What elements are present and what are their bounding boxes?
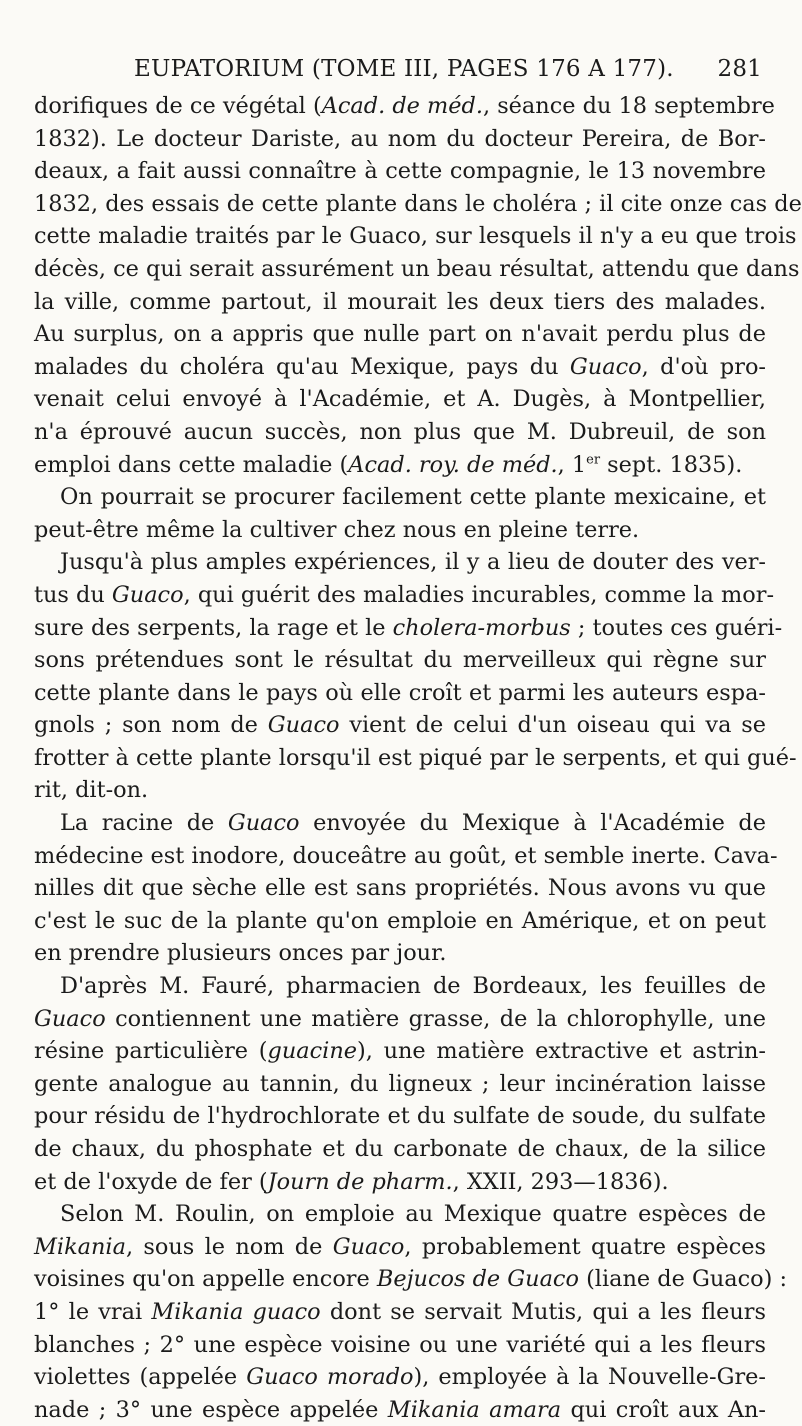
text-line (34, 514, 766, 547)
text-span: sure des serpents, la rage et le (34, 614, 393, 641)
text-span: , XXII, 293—1836). (452, 1168, 669, 1195)
text-span: Jusqu'à plus amples expériences, il y a lieu de douter des ver- (60, 549, 766, 576)
text-line (34, 612, 783, 645)
text-span: , 1 (557, 451, 587, 478)
text-span: violettes (appelée (34, 1364, 247, 1391)
page-header (34, 46, 766, 90)
text-line (34, 155, 766, 188)
running-title: EUPATORIUM (TOME III, PAGES 176 A 177). (134, 56, 674, 82)
text-line (34, 546, 766, 579)
text-span: , qui guérit des maladies incurables, comme la mor- (183, 581, 775, 608)
italic-text: Journ de pharm. (267, 1168, 453, 1195)
italic-text: Bejucos de Guaco (376, 1266, 579, 1293)
italic-text: Guaco (34, 1005, 106, 1032)
text-span: peut-être même la cultiver chez nous en pleine terre. (34, 516, 640, 543)
text-line (34, 220, 797, 253)
text-span: dorifiques de ce végétal ( (34, 93, 322, 119)
text-span: et de l'oxyde de fer ( (34, 1168, 268, 1195)
text-span: ; toutes ces guéri- (570, 614, 783, 641)
text-span: (liane de Guaco) : (578, 1266, 788, 1293)
text-line (34, 1166, 766, 1199)
text-span: envoyée du Mexique à l'Académie de (299, 810, 766, 837)
italic-text: guacine (267, 1038, 357, 1065)
text-span: décès, ce qui serait assurément un beau résultat, attendu que dans (34, 255, 800, 282)
text-span: venait celui envoyé à l'Académie, et A. Dugès, à Montpellier, (34, 386, 766, 413)
text-span: 1° le vrai (34, 1298, 152, 1325)
text-span: 1832). Le docteur Dariste, au nom du docteur Pereira, de Bor- (34, 125, 766, 152)
text-span: deaux, a fait aussi connaître à cette compagnie, le 13 novembre (34, 158, 766, 185)
italic-text: Guaco (267, 712, 340, 739)
text-span: Selon M. Roulin, on emploie au Mexique quatre espèces de (60, 1201, 766, 1228)
text-line (34, 709, 766, 742)
text-span: de chaux, du phosphate et du carbonate de chaux, de la silice (34, 1136, 766, 1162)
text-line (34, 1133, 766, 1166)
italic-text: Guaco morado (246, 1364, 414, 1391)
text-line (34, 1068, 766, 1101)
text-span: malades du choléra qu'au Mexique, pays du (34, 353, 570, 380)
text-line (34, 449, 766, 482)
text-line (34, 123, 766, 156)
italic-text: Guaco (227, 810, 300, 837)
text-span: La racine de (60, 810, 228, 837)
text-span: dont se servait Mutis, qui a les fleurs (320, 1298, 766, 1325)
italic-text: Guaco (111, 581, 184, 608)
text-line (34, 1198, 766, 1231)
text-line (34, 286, 766, 319)
text-span: c'est le suc de la plante qu'on emploie en Amérique, et on peut (34, 907, 766, 934)
italic-text: Guaco (332, 1233, 405, 1260)
text-line (34, 644, 766, 677)
text-line (34, 253, 800, 286)
text-span: vient de celui d'un oiseau qui va se (339, 712, 767, 739)
text-line (34, 318, 766, 351)
text-span: résine particulière ( (34, 1038, 268, 1065)
text-span: qui croît aux An- (561, 1396, 766, 1423)
text-span: gente analogue au tannin, du ligneux ; leur incinération laisse (34, 1070, 766, 1097)
text-line (34, 1003, 766, 1036)
text-line (34, 90, 775, 123)
text-span: nade ; 3° une espèce appelée (34, 1396, 388, 1423)
text-line (34, 1394, 766, 1426)
text-span: , probablement quatre espèces (404, 1233, 766, 1260)
text-span: voisines qu'on appelle encore (34, 1266, 377, 1293)
text-span: contiennent une matière grasse, de la chlorophylle, une (105, 1005, 766, 1032)
text-span: nilles dit que sèche elle est sans propriétés. Nous avons vu que (34, 875, 766, 902)
text-line (34, 579, 775, 612)
italic-text: Mikania (34, 1233, 126, 1260)
italic-text: Acad. de méd. (321, 93, 483, 119)
text-span: 1832, des essais de cette plante dans le choléra ; il cite onze cas de (34, 190, 802, 217)
text-span: sept. 1835). (600, 451, 743, 478)
text-line (34, 1329, 766, 1362)
italic-text: cholera-morbus (392, 614, 571, 641)
text-line (34, 1296, 766, 1329)
superscript-text: er (586, 452, 601, 468)
text-line (34, 481, 766, 514)
text-line (34, 905, 766, 938)
text-span: ), une matière extractive et astrin- (357, 1038, 766, 1065)
text-span: ), employée à la Nouvelle-Gre- (413, 1364, 766, 1391)
text-line (34, 937, 766, 970)
text-line (34, 1231, 766, 1264)
text-span: D'après M. Fauré, pharmacien de Bordeaux, les feuilles de (60, 973, 766, 1000)
text-line (34, 351, 766, 384)
text-span: frotter à cette plante lorsqu'il est piqué par le serpents, et qui gué- (34, 744, 797, 771)
text-span: emploi dans cette maladie ( (34, 451, 349, 478)
text-line (34, 416, 766, 449)
text-line (34, 1263, 788, 1296)
text-body (34, 90, 802, 1426)
italic-text: Mikania guaco (151, 1298, 321, 1325)
text-span: médecine est inodore, douceâtre au goût, et semble inerte. Cava- (34, 842, 778, 869)
text-span: , sous le nom de (125, 1233, 333, 1260)
text-span: tus du (34, 581, 112, 608)
text-line (34, 1035, 766, 1068)
text-span: , séance du 18 septembre (482, 93, 775, 119)
text-span: blanches ; 2° une espèce voisine ou une variété qui a les fleurs (34, 1331, 766, 1358)
text-line (34, 807, 766, 840)
text-line (34, 677, 766, 710)
text-line (34, 774, 766, 807)
text-span: On pourrait se procurer facilement cette plante mexicaine, et (60, 484, 766, 511)
text-line (34, 742, 797, 775)
text-line (34, 1361, 766, 1394)
text-span: en prendre plusieurs onces par jour. (34, 940, 447, 967)
italic-text: Acad. roy. de méd. (348, 451, 558, 478)
text-span: sons prétendues sont le résultat du merveilleux qui règne sur (34, 647, 766, 674)
text-line (34, 840, 778, 873)
text-span: , d'où pro- (641, 353, 766, 380)
text-span: cette plante dans le pays où elle croît et parmi les auteurs espa- (34, 679, 766, 706)
text-span: la ville, comme partout, il mourait les deux tiers des malades. (34, 288, 766, 315)
page-number: 281 (717, 56, 762, 82)
text-line (34, 1100, 766, 1133)
text-span: Au surplus, on a appris que nulle part on n'avait perdu plus de (34, 321, 766, 348)
text-span: n'a éprouvé aucun succès, non plus que M. Dubreuil, de son (34, 418, 766, 445)
text-span: cette maladie traités par le Guaco, sur lesquels il n'y a eu que trois (34, 223, 797, 250)
text-span: pour résidu de l'hydrochlorate et du sulfate de soude, du sulfate (34, 1103, 766, 1130)
italic-text: Mikania amara (387, 1396, 562, 1423)
text-line (34, 383, 766, 416)
text-line (34, 188, 802, 221)
italic-text: Guaco (569, 353, 642, 380)
text-span: gnols ; son nom de (34, 712, 268, 739)
text-line (34, 970, 766, 1003)
text-span: rit, dit-on. (34, 777, 149, 804)
text-line (34, 872, 766, 905)
